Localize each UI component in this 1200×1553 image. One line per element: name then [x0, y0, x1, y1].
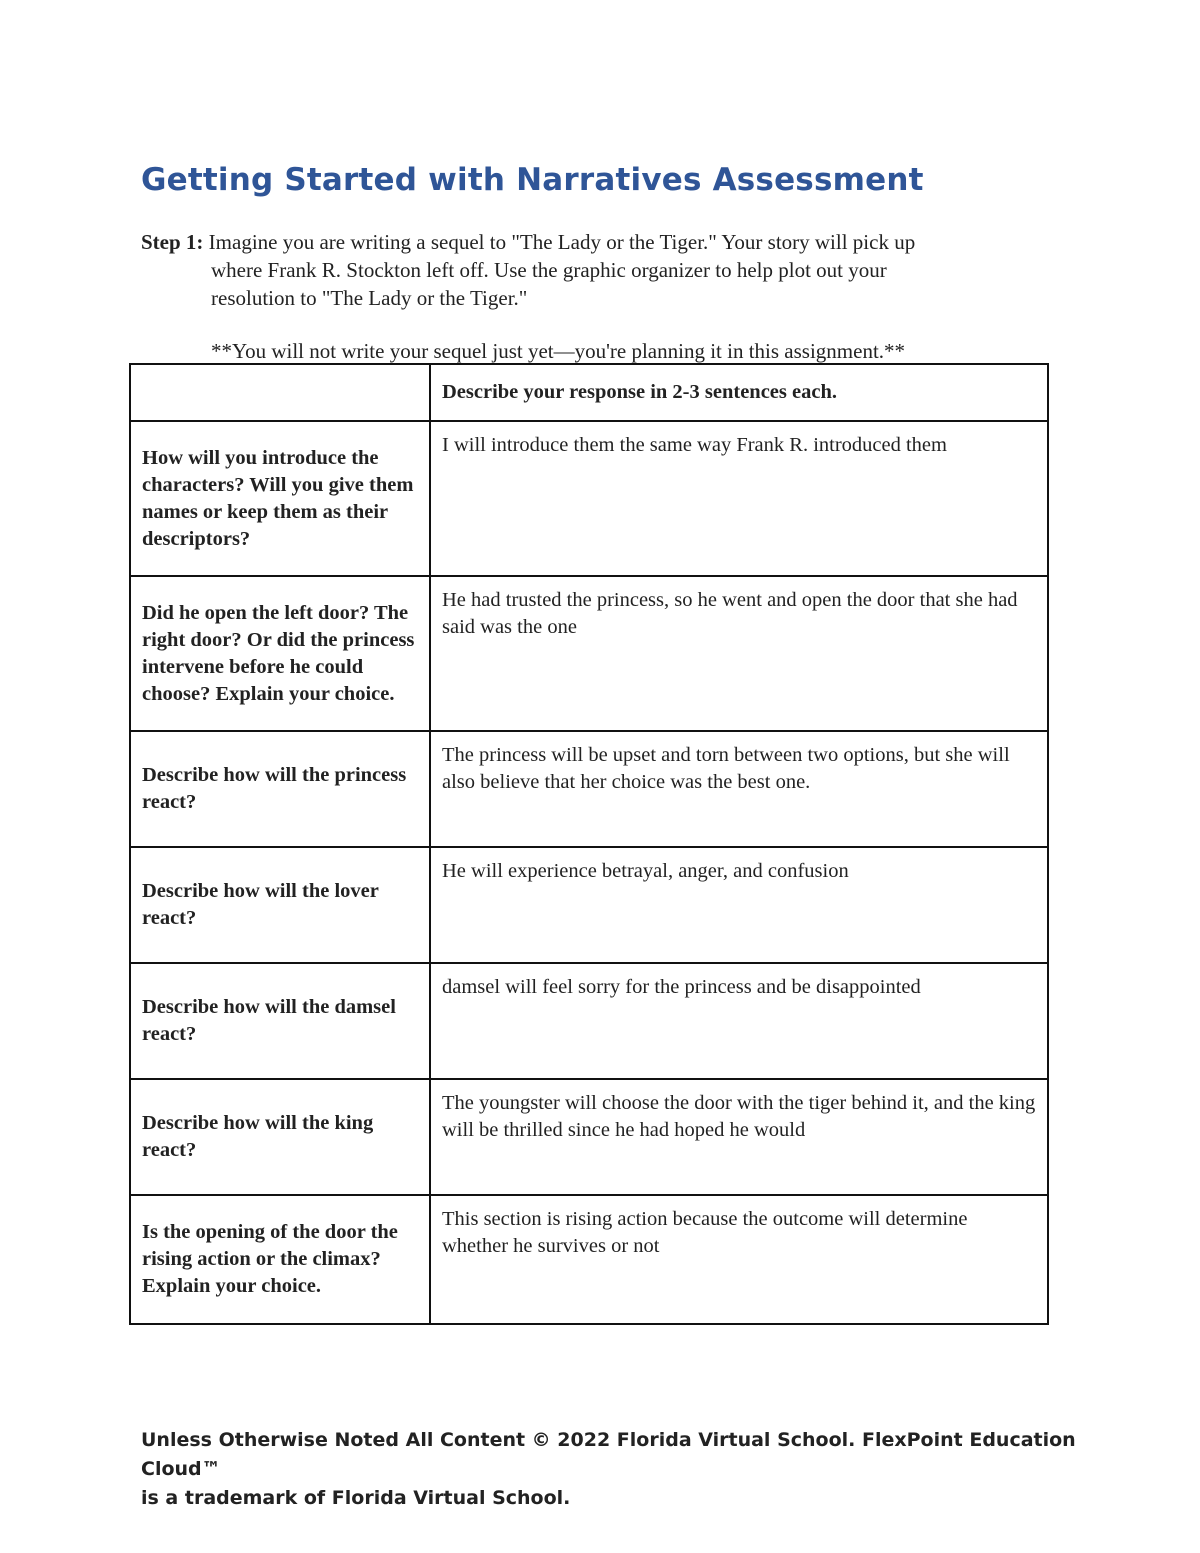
question-cell: Did he open the left door? The right door? Or did the princess intervene before he could choose? Explain your choice.: [130, 576, 430, 731]
planning-note: **You will not write your sequel just yet—you're planning it in this assignment.**: [211, 339, 906, 363]
question-cell: Describe how will the king react?: [130, 1079, 430, 1195]
question-cell: How will you introduce the characters? Will you give them names or keep them as their descriptors?: [130, 421, 430, 576]
table-header-row: [130, 364, 1048, 421]
table-row: [130, 1079, 1048, 1195]
table-row: [130, 421, 1048, 576]
step-text-line-3: resolution to "The Lady or the Tiger.": [211, 286, 528, 310]
page-title: Getting Started with Narratives Assessment: [141, 162, 924, 198]
answer-cell[interactable]: The princess will be upset and torn between two options, but she will also believe that her choice was the best one.: [430, 731, 1048, 847]
question-cell: Describe how will the damsel react?: [130, 963, 430, 1079]
question-cell: Describe how will the lover react?: [130, 847, 430, 963]
step-label: Step 1:: [141, 230, 204, 254]
question-cell: Describe how will the princess react?: [130, 731, 430, 847]
graphic-organizer-table: [129, 363, 1049, 1325]
answer-cell[interactable]: He will experience betrayal, anger, and confusion: [430, 847, 1048, 963]
question-cell: Is the opening of the door the rising action or the climax? Explain your choice.: [130, 1195, 430, 1324]
table-row: [130, 731, 1048, 847]
footer-line-1: Unless Otherwise Noted All Content © 2022 Florida Virtual School. FlexPoint Education Cloud™: [141, 1429, 1076, 1480]
step-instructions: [141, 228, 1021, 312]
table-row: [130, 1195, 1048, 1324]
step-text-line-1: Imagine you are writing a sequel to "The Lady or the Tiger." Your story will pick up: [208, 230, 916, 254]
footer-line-2: is a trademark of Florida Virtual School.: [141, 1487, 571, 1509]
table-row: [130, 847, 1048, 963]
header-response-cell: Describe your response in 2-3 sentences each.: [430, 364, 1048, 421]
answer-cell[interactable]: damsel will feel sorry for the princess and be disappointed: [430, 963, 1048, 1079]
answer-cell[interactable]: He had trusted the princess, so he went and open the door that she had said was the one: [430, 576, 1048, 731]
step-text-line-2: where Frank R. Stockton left off. Use the graphic organizer to help plot out your: [211, 258, 887, 282]
answer-cell[interactable]: I will introduce them the same way Frank R. introduced them: [430, 421, 1048, 576]
table-row: [130, 963, 1048, 1079]
table-row: [130, 576, 1048, 731]
answer-cell[interactable]: The youngster will choose the door with the tiger behind it, and the king will be thrilled since he had hoped he would: [430, 1079, 1048, 1195]
header-empty-cell: [130, 364, 430, 421]
answer-cell[interactable]: This section is rising action because the outcome will determine whether he survives or not: [430, 1195, 1048, 1324]
copyright-footer: [141, 1426, 1101, 1513]
